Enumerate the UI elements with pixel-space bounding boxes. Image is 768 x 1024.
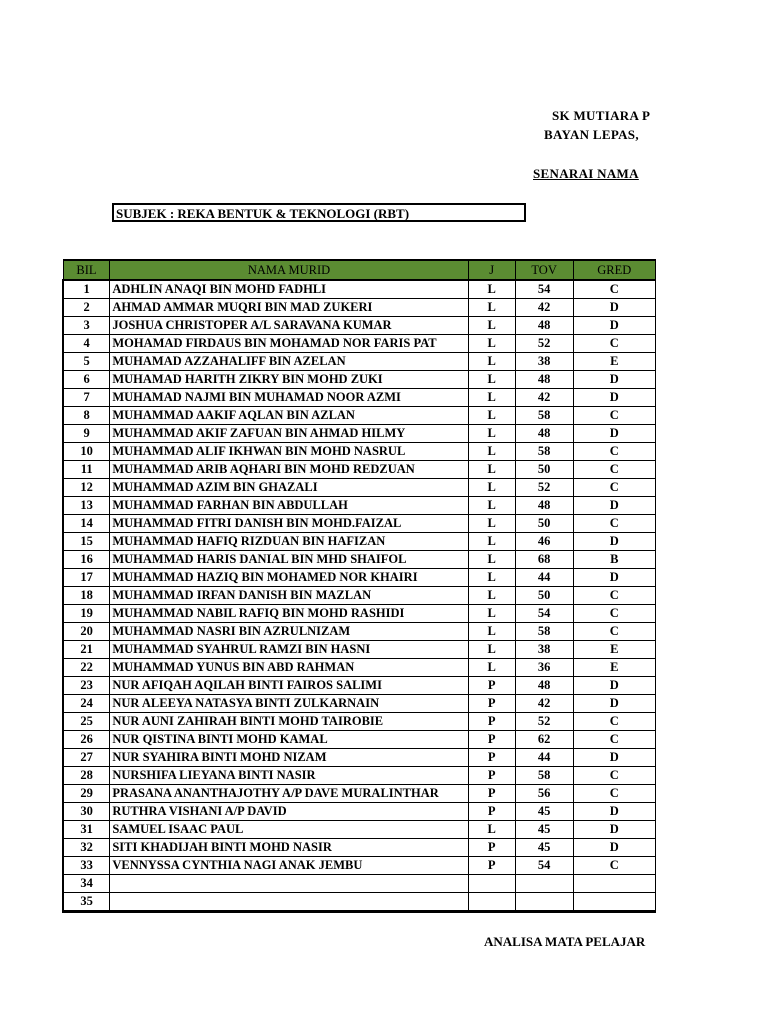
cell-nama-murid[interactable]: NURSHIFA LIEYANA BINTI NASIR (110, 767, 468, 785)
cell-gred[interactable]: C (573, 443, 655, 461)
table-row (63, 335, 656, 353)
cell-bil[interactable]: 29 (63, 785, 110, 803)
cell-gred[interactable]: D (573, 533, 655, 551)
cell-tov[interactable]: 48 (515, 371, 573, 389)
cell-bil[interactable]: 21 (63, 641, 110, 659)
cell-tov[interactable]: 62 (515, 731, 573, 749)
cell-j[interactable]: L (468, 371, 515, 389)
cell-j[interactable] (468, 875, 515, 893)
table-row (63, 767, 656, 785)
cell-gred[interactable]: C (573, 407, 655, 425)
cell-nama-murid[interactable]: MUHAMMAD IRFAN DANISH BIN MAZLAN (110, 587, 468, 605)
cell-tov[interactable]: 50 (515, 515, 573, 533)
cell-gred[interactable]: D (573, 497, 655, 515)
cell-j[interactable]: L (468, 335, 515, 353)
cell-gred[interactable]: E (573, 353, 655, 371)
cell-bil[interactable]: 26 (63, 731, 110, 749)
cell-nama-murid[interactable]: MUHAMMAD ARIB AQHARI BIN MOHD REDZUAN (110, 461, 468, 479)
cell-bil[interactable]: 3 (63, 317, 110, 335)
cell-gred[interactable]: D (573, 803, 655, 821)
cell-gred[interactable]: D (573, 317, 655, 335)
cell-nama-murid[interactable]: MUHAMMAD HAFIQ RIZDUAN BIN HAFIZAN (110, 533, 468, 551)
cell-bil[interactable]: 24 (63, 695, 110, 713)
cell-j[interactable]: L (468, 389, 515, 407)
cell-tov[interactable]: 38 (515, 641, 573, 659)
cell-tov[interactable]: 42 (515, 299, 573, 317)
table-row (63, 551, 656, 569)
table-row (63, 280, 656, 299)
table-row (63, 407, 656, 425)
cell-nama-murid[interactable]: MUHAMAD HARITH ZIKRY BIN MOHD ZUKI (110, 371, 468, 389)
cell-tov[interactable]: 44 (515, 569, 573, 587)
subject-box[interactable]: SUBJEK : REKA BENTUK & TEKNOLOGI (RBT) (112, 203, 526, 222)
cell-gred[interactable]: C (573, 713, 655, 731)
cell-j[interactable]: L (468, 280, 515, 299)
cell-j[interactable]: P (468, 677, 515, 695)
cell-nama-murid[interactable]: MUHAMMAD NABIL RAFIQ BIN MOHD RASHIDI (110, 605, 468, 623)
cell-tov[interactable]: 44 (515, 749, 573, 767)
table-row (63, 371, 656, 389)
school-name: SK MUTIARA P (552, 108, 651, 123)
cell-bil[interactable]: 8 (63, 407, 110, 425)
cell-gred[interactable]: D (573, 299, 655, 317)
cell-gred[interactable]: C (573, 857, 655, 875)
cell-nama-murid[interactable]: PRASANA ANANTHAJOTHY A/P DAVE MURALINTHAR (110, 785, 468, 803)
table-row (63, 641, 656, 659)
cell-gred[interactable]: E (573, 659, 655, 677)
cell-nama-murid[interactable]: NUR AFIQAH AQILAH BINTI FAIROS SALIMI (110, 677, 468, 695)
cell-tov[interactable]: 42 (515, 695, 573, 713)
cell-tov[interactable]: 48 (515, 317, 573, 335)
cell-j[interactable]: L (468, 605, 515, 623)
cell-tov[interactable]: 52 (515, 713, 573, 731)
cell-gred[interactable]: C (573, 767, 655, 785)
cell-nama-murid[interactable]: SITI KHADIJAH BINTI MOHD NASIR (110, 839, 468, 857)
cell-tov[interactable]: 46 (515, 533, 573, 551)
cell-nama-murid[interactable]: MUHAMMAD AKIF ZAFUAN BIN AHMAD HILMY (110, 425, 468, 443)
table-row (63, 839, 656, 857)
cell-gred[interactable]: C (573, 280, 655, 299)
cell-bil[interactable]: 28 (63, 767, 110, 785)
cell-j[interactable]: P (468, 785, 515, 803)
cell-j[interactable]: P (468, 695, 515, 713)
cell-gred[interactable]: D (573, 425, 655, 443)
cell-tov[interactable]: 48 (515, 677, 573, 695)
table-row (63, 299, 656, 317)
cell-bil[interactable]: 32 (63, 839, 110, 857)
cell-tov[interactable]: 52 (515, 335, 573, 353)
cell-j[interactable]: L (468, 623, 515, 641)
cell-tov[interactable]: 52 (515, 479, 573, 497)
cell-tov[interactable]: 58 (515, 407, 573, 425)
cell-bil[interactable]: 14 (63, 515, 110, 533)
table-row (63, 731, 656, 749)
table-row (63, 659, 656, 677)
cell-nama-murid[interactable]: MUHAMMAD SYAHRUL RAMZI BIN HASNI (110, 641, 468, 659)
cell-gred[interactable]: C (573, 731, 655, 749)
table-row (63, 803, 656, 821)
cell-gred[interactable]: E (573, 641, 655, 659)
cell-nama-murid[interactable]: MUHAMMAD AAKIF AQLAN BIN AZLAN (110, 407, 468, 425)
cell-bil[interactable]: 16 (63, 551, 110, 569)
cell-tov[interactable]: 54 (515, 857, 573, 875)
cell-bil[interactable]: 30 (63, 803, 110, 821)
cell-gred[interactable]: D (573, 695, 655, 713)
cell-j[interactable]: L (468, 569, 515, 587)
table-row (63, 857, 656, 875)
cell-j[interactable]: L (468, 551, 515, 569)
cell-tov[interactable]: 48 (515, 425, 573, 443)
cell-j[interactable]: P (468, 857, 515, 875)
cell-tov[interactable]: 58 (515, 623, 573, 641)
cell-gred[interactable]: D (573, 389, 655, 407)
cell-nama-murid[interactable]: MUHAMMAD ALIF IKHWAN BIN MOHD NASRUL (110, 443, 468, 461)
cell-gred[interactable] (573, 875, 655, 893)
cell-j[interactable]: L (468, 317, 515, 335)
table-row (63, 587, 656, 605)
cell-j[interactable] (468, 893, 515, 912)
cell-nama-murid[interactable]: VENNYSSA CYNTHIA NAGI ANAK JEMBU (110, 857, 468, 875)
cell-j[interactable]: P (468, 839, 515, 857)
column-header-nama-murid[interactable]: NAMA MURID (110, 260, 468, 280)
cell-tov[interactable]: 50 (515, 461, 573, 479)
cell-nama-murid[interactable]: NUR QISTINA BINTI MOHD KAMAL (110, 731, 468, 749)
cell-tov[interactable]: 54 (515, 605, 573, 623)
cell-bil[interactable]: 15 (63, 533, 110, 551)
cell-tov[interactable]: 54 (515, 280, 573, 299)
cell-gred[interactable]: D (573, 677, 655, 695)
cell-nama-murid[interactable]: RUTHRA VISHANI A/P DAVID (110, 803, 468, 821)
cell-gred[interactable]: D (573, 749, 655, 767)
cell-nama-murid[interactable]: MUHAMMAD NASRI BIN AZRULNIZAM (110, 623, 468, 641)
table-header-row (63, 260, 656, 280)
cell-nama-murid[interactable]: MUHAMMAD HARIS DANIAL BIN MHD SHAIFOL (110, 551, 468, 569)
cell-gred[interactable]: C (573, 605, 655, 623)
table-row (63, 821, 656, 839)
cell-gred[interactable]: C (573, 515, 655, 533)
table-row (63, 533, 656, 551)
cell-j[interactable]: P (468, 713, 515, 731)
cell-tov[interactable]: 45 (515, 821, 573, 839)
cell-gred[interactable]: C (573, 623, 655, 641)
table-row (63, 443, 656, 461)
cell-gred[interactable]: D (573, 839, 655, 857)
cell-j[interactable]: L (468, 641, 515, 659)
column-header-bil[interactable]: BIL (63, 260, 110, 280)
cell-bil[interactable]: 6 (63, 371, 110, 389)
cell-tov[interactable]: 50 (515, 587, 573, 605)
cell-gred[interactable]: C (573, 335, 655, 353)
table-row (63, 695, 656, 713)
school-address: BAYAN LEPAS, (544, 127, 639, 142)
cell-bil[interactable]: 18 (63, 587, 110, 605)
cell-bil[interactable]: 35 (63, 893, 110, 912)
student-table (62, 259, 656, 913)
cell-nama-murid[interactable]: NUR SYAHIRA BINTI MOHD NIZAM (110, 749, 468, 767)
cell-tov[interactable]: 38 (515, 353, 573, 371)
table-row (63, 389, 656, 407)
cell-bil[interactable]: 2 (63, 299, 110, 317)
cell-nama-murid[interactable]: MUHAMMAD AZIM BIN GHAZALI (110, 479, 468, 497)
cell-nama-murid[interactable]: AHMAD AMMAR MUQRI BIN MAD ZUKERI (110, 299, 468, 317)
cell-nama-murid[interactable]: MUHAMMAD YUNUS BIN ABD RAHMAN (110, 659, 468, 677)
cell-nama-murid[interactable] (110, 893, 468, 912)
cell-bil[interactable]: 22 (63, 659, 110, 677)
cell-bil[interactable]: 27 (63, 749, 110, 767)
table-row (63, 875, 656, 893)
cell-tov[interactable]: 36 (515, 659, 573, 677)
column-header-j[interactable]: J (468, 260, 515, 280)
cell-j[interactable]: L (468, 515, 515, 533)
table-row (63, 317, 656, 335)
cell-j[interactable]: L (468, 461, 515, 479)
cell-nama-murid[interactable] (110, 875, 468, 893)
table-row (63, 497, 656, 515)
cell-tov[interactable]: 48 (515, 497, 573, 515)
cell-bil[interactable]: 34 (63, 875, 110, 893)
cell-bil[interactable]: 19 (63, 605, 110, 623)
cell-bil[interactable]: 13 (63, 497, 110, 515)
footer-title: ANALISA MATA PELAJAR (484, 934, 646, 949)
cell-nama-murid[interactable]: MUHAMAD AZZAHALIFF BIN AZELAN (110, 353, 468, 371)
cell-nama-murid[interactable]: NUR ALEEYA NATASYA BINTI ZULKARNAIN (110, 695, 468, 713)
cell-gred[interactable]: C (573, 461, 655, 479)
cell-bil[interactable]: 11 (63, 461, 110, 479)
cell-bil[interactable]: 20 (63, 623, 110, 641)
cell-nama-murid[interactable]: MUHAMAD NAJMI BIN MUHAMAD NOOR AZMI (110, 389, 468, 407)
table-row (63, 749, 656, 767)
cell-tov[interactable]: 42 (515, 389, 573, 407)
table-row (63, 605, 656, 623)
cell-bil[interactable]: 23 (63, 677, 110, 695)
table-row (63, 515, 656, 533)
cell-nama-murid[interactable]: MUHAMMAD FARHAN BIN ABDULLAH (110, 497, 468, 515)
cell-tov[interactable] (515, 893, 573, 912)
cell-tov[interactable]: 58 (515, 443, 573, 461)
cell-j[interactable]: P (468, 731, 515, 749)
cell-bil[interactable]: 17 (63, 569, 110, 587)
table-row (63, 785, 656, 803)
cell-gred[interactable]: B (573, 551, 655, 569)
table-row (63, 425, 656, 443)
cell-nama-murid[interactable]: MUHAMMAD HAZIQ BIN MOHAMED NOR KHAIRI (110, 569, 468, 587)
cell-j[interactable]: L (468, 407, 515, 425)
column-header-tov[interactable]: TOV (515, 260, 573, 280)
cell-nama-murid[interactable]: NUR AUNI ZAHIRAH BINTI MOHD TAIROBIE (110, 713, 468, 731)
list-title: SENARAI NAMA (533, 166, 639, 181)
table-row (63, 569, 656, 587)
cell-j[interactable]: L (468, 497, 515, 515)
cell-bil[interactable]: 5 (63, 353, 110, 371)
table-row (63, 461, 656, 479)
cell-j[interactable]: L (468, 533, 515, 551)
column-header-gred[interactable]: GRED (573, 260, 655, 280)
cell-nama-murid[interactable]: MUHAMMAD FITRI DANISH BIN MOHD.FAIZAL (110, 515, 468, 533)
cell-j[interactable]: P (468, 749, 515, 767)
cell-j[interactable]: L (468, 425, 515, 443)
cell-bil[interactable]: 12 (63, 479, 110, 497)
cell-j[interactable]: L (468, 353, 515, 371)
cell-j[interactable]: L (468, 821, 515, 839)
cell-gred[interactable]: D (573, 371, 655, 389)
table-row (63, 677, 656, 695)
table-row (63, 479, 656, 497)
cell-tov[interactable]: 56 (515, 785, 573, 803)
cell-tov[interactable]: 58 (515, 767, 573, 785)
cell-nama-murid[interactable]: ADHLIN ANAQI BIN MOHD FADHLI (110, 280, 468, 299)
cell-bil[interactable]: 4 (63, 335, 110, 353)
cell-bil[interactable]: 7 (63, 389, 110, 407)
cell-nama-murid[interactable]: JOSHUA CHRISTOPER A/L SARAVANA KUMAR (110, 317, 468, 335)
cell-bil[interactable]: 9 (63, 425, 110, 443)
cell-j[interactable]: L (468, 479, 515, 497)
cell-bil[interactable]: 33 (63, 857, 110, 875)
table-row (63, 623, 656, 641)
cell-gred[interactable]: C (573, 785, 655, 803)
cell-bil[interactable]: 31 (63, 821, 110, 839)
cell-tov[interactable] (515, 875, 573, 893)
table-row (63, 353, 656, 371)
cell-j[interactable]: P (468, 803, 515, 821)
cell-gred[interactable]: D (573, 569, 655, 587)
cell-j[interactable]: P (468, 767, 515, 785)
cell-bil[interactable]: 10 (63, 443, 110, 461)
cell-j[interactable]: L (468, 443, 515, 461)
cell-gred[interactable]: C (573, 587, 655, 605)
cell-bil[interactable]: 25 (63, 713, 110, 731)
cell-gred[interactable]: D (573, 821, 655, 839)
cell-nama-murid[interactable]: MOHAMAD FIRDAUS BIN MOHAMAD NOR FARIS PAT (110, 335, 468, 353)
cell-nama-murid[interactable]: SAMUEL ISAAC PAUL (110, 821, 468, 839)
cell-tov[interactable]: 45 (515, 803, 573, 821)
cell-j[interactable]: L (468, 587, 515, 605)
table-row (63, 713, 656, 731)
cell-tov[interactable]: 68 (515, 551, 573, 569)
cell-gred[interactable]: C (573, 479, 655, 497)
cell-j[interactable]: L (468, 299, 515, 317)
cell-j[interactable]: L (468, 659, 515, 677)
table-row (63, 893, 656, 912)
cell-bil[interactable]: 1 (63, 280, 110, 299)
cell-tov[interactable]: 45 (515, 839, 573, 857)
cell-gred[interactable] (573, 893, 655, 912)
